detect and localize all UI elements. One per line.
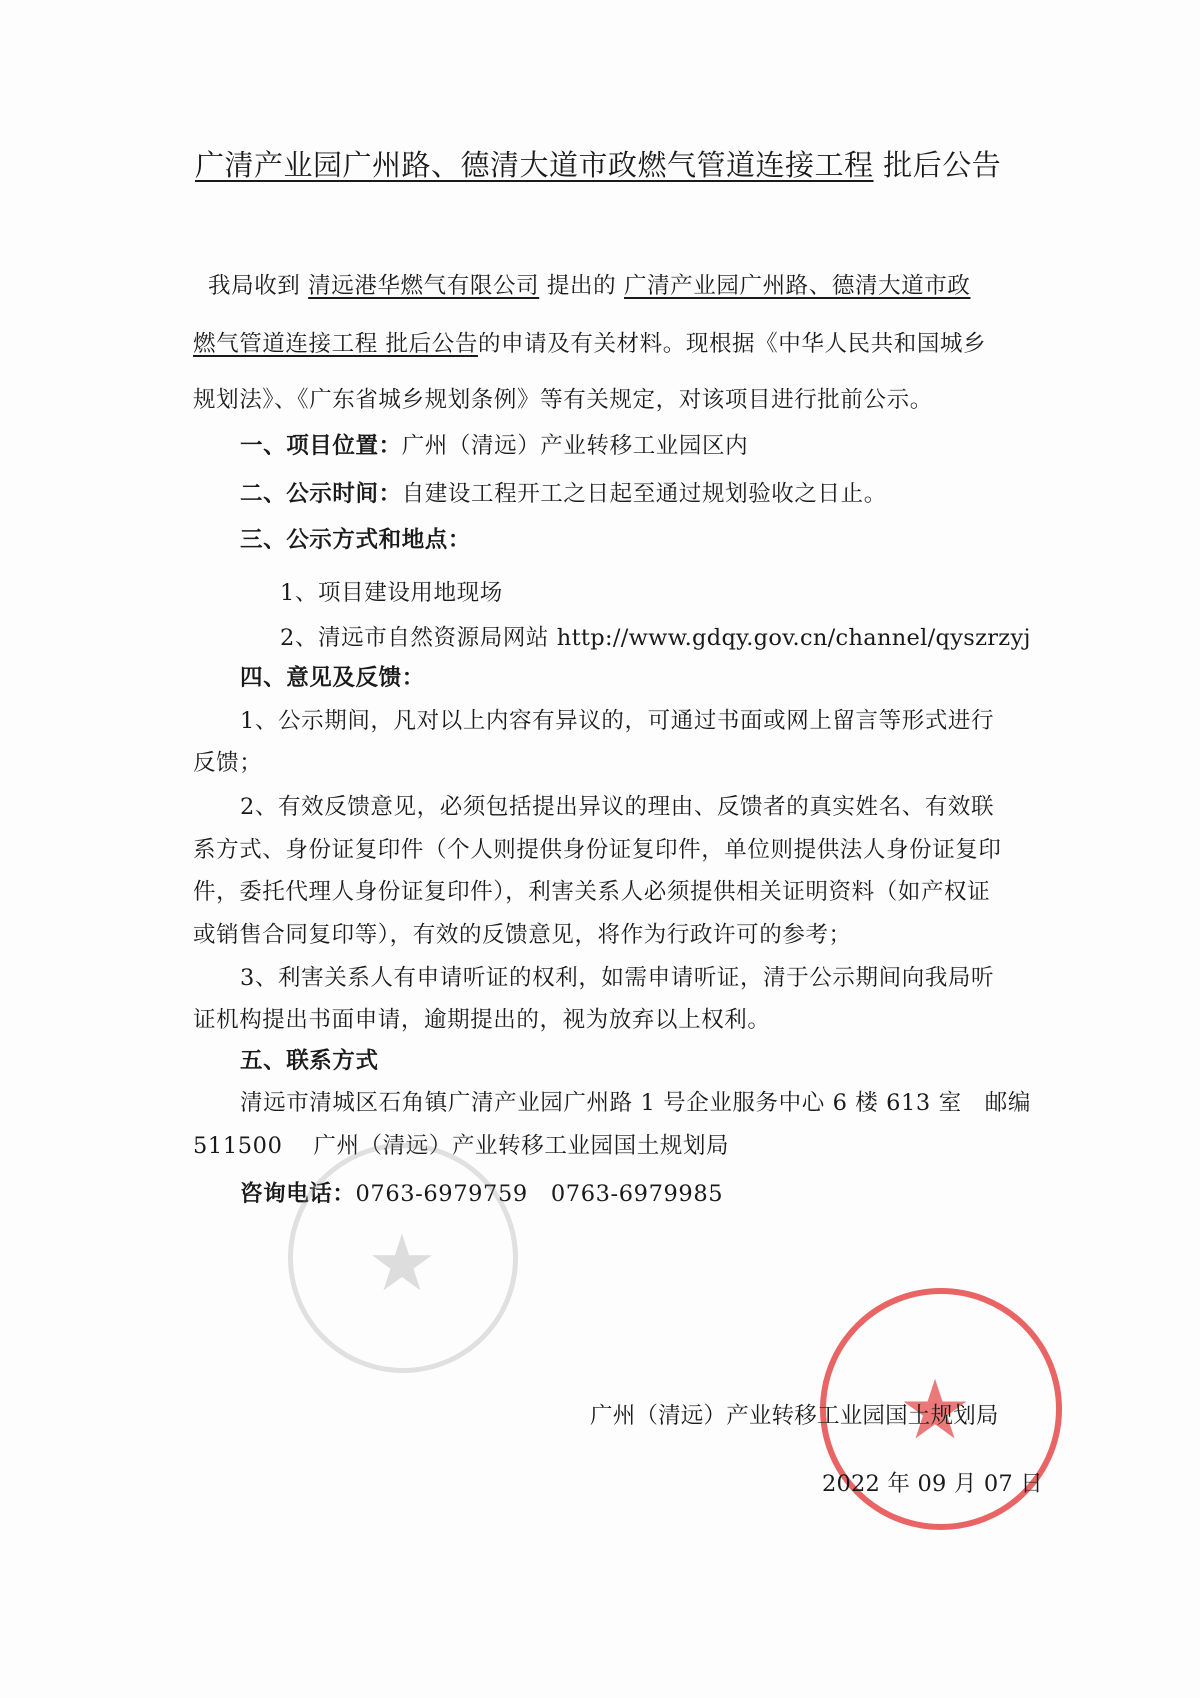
feedback-1-line-1: 1、公示期间，凡对以上内容有异议的，可通过书面或网上留言等形式进行 (240, 708, 995, 734)
section-value: 自建设工程开工之日起至通过规划验收之日止。 (401, 481, 887, 507)
intro-project-name: 燃气管道连接工程 批后公告 (193, 331, 478, 357)
section-value: 广州（清远）产业转移工业园区内 (401, 433, 749, 459)
intro-line-1 (208, 268, 1040, 300)
intro-project-name: 广清产业园广州路、德清大道市政 (623, 273, 971, 299)
section-contact-label: 五、联系方式 (240, 1048, 379, 1074)
contact-address-line-1: 清远市清城区石角镇广清产业园广州路 1 号企业服务中心 6 楼 613 室 邮编 (240, 1090, 1031, 1116)
feedback-1-line-2: 反馈； (193, 750, 263, 776)
method-item-1: 1、项目建设用地现场 (280, 580, 503, 606)
website-link[interactable]: http://www.gdqy.gov.cn/channel/qyszrzyj (556, 625, 1031, 651)
signature-org: 广州（清远）产业转移工业园国土规划局 (590, 1403, 999, 1429)
intro-line-2 (193, 326, 1025, 358)
intro-line-3: 规划法》、《广东省城乡规划条例》等有关规定，对该项目进行批前公示。 (193, 387, 933, 413)
feedback-2-line-3: 件，委托代理人身份证复印件），利害关系人必须提供相关证明资料（如产权证 (193, 879, 991, 905)
section-time (240, 476, 1072, 508)
title-project-name: 广清产业园广州路、德清大道市政燃气管道连接工程 (195, 148, 874, 182)
method-text: 2、清远市自然资源局网站 (280, 625, 557, 651)
feedback-2-line-4: 或销售合同复印等），有效的反馈意见，将作为行政许可的参考； (193, 922, 852, 948)
phone-value: 0763-6979759 0763-6979985 (355, 1181, 724, 1207)
method-item-2 (280, 620, 1112, 652)
applicant-company: 清远港华燃气有限公司 (308, 273, 540, 299)
red-seal-star-icon: ★ (898, 1363, 972, 1458)
feedback-2-line-1: 2、有效反馈意见，必须包括提出异议的理由、反馈者的真实姓名、有效联 (240, 794, 995, 820)
contact-address-line-2: 511500 广州（清远）产业转移工业园国土规划局 (193, 1133, 730, 1159)
title-suffix: 批后公告 (883, 148, 1002, 182)
signature-date: 2022 年 09 月 07 日 (822, 1471, 1043, 1497)
feedback-2-line-2: 系方式、身份证复印件（个人则提供身份证复印件，单位则提供法人身份证复印 (193, 837, 1002, 863)
section-label: 一、项目位置： (240, 433, 402, 459)
section-feedback-label: 四、意见及反馈： (240, 665, 425, 691)
section-label: 二、公示时间： (240, 481, 402, 507)
grey-seal-star-icon: ★ (367, 1219, 437, 1309)
phone-label: 咨询电话： (240, 1181, 356, 1207)
intro-text: 我局收到 (208, 273, 309, 299)
intro-text: 提出的 (539, 273, 624, 299)
section-method-label: 三、公示方式和地点： (240, 527, 472, 553)
section-location (240, 428, 1072, 460)
page-title (195, 145, 1075, 185)
feedback-3-line-1: 3、利害关系人有申请听证的权利，如需申请听证，清于公示期间向我局听 (240, 965, 995, 991)
feedback-3-line-2: 证机构提出书面申请，逾期提出的，视为放弃以上权利。 (193, 1007, 771, 1033)
intro-text: 的申请及有关材料。现根据《中华人民共和国城乡 (477, 331, 987, 357)
